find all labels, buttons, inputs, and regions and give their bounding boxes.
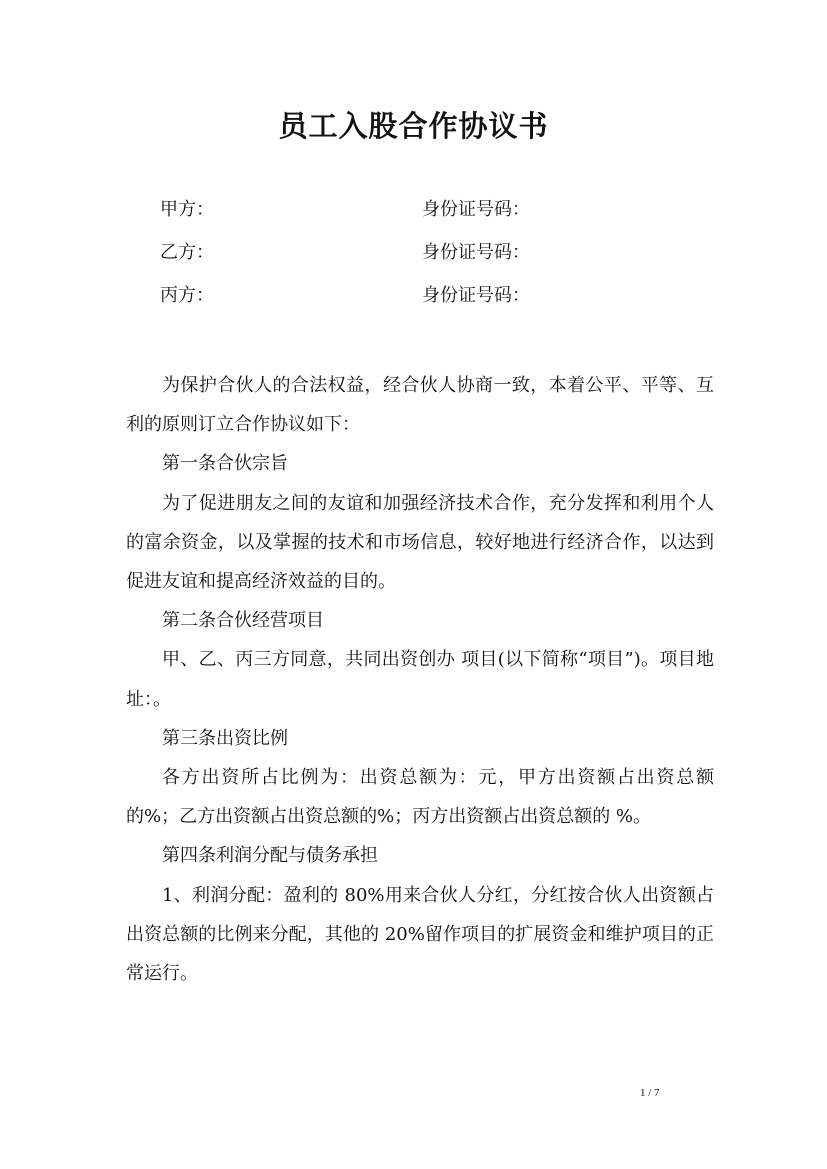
article-1-heading: 第一条合伙宗旨 <box>162 453 288 475</box>
party-row-a <box>160 196 720 224</box>
preamble-paragraph: 为保护合伙人的合法权益，经合伙人协商一致，本着公平、平等、互利的原则订立合作协议如下： <box>126 375 714 436</box>
article-4-paragraph: 1、利润分配：盈利的 80%用来合伙人分红，分红按合伙人出资额占出资总额的比例来分配，其他的 20%留作项目的扩展资金和维护项目的正常运行。 <box>126 884 714 985</box>
party-a-id-label: 身份证号码： <box>422 199 530 220</box>
page-number: 1 / 7 <box>640 1087 660 1099</box>
party-c-id-label: 身份证号码： <box>422 285 530 306</box>
party-b-id-label: 身份证号码： <box>422 242 530 263</box>
article-1-paragraph: 为了促进朋友之间的友谊和加强经济技术合作，充分发挥和利用个人的富余资金，以及掌握的技术和市场信息，较好地进行经济合作，以达到促进友谊和提高经济效益的目的。 <box>126 492 714 593</box>
article-2-paragraph: 甲、乙、丙三方同意，共同出资创办 项目(以下简称“项目”)。项目地址：。 <box>126 649 714 710</box>
party-a-label: 甲方： <box>160 199 214 220</box>
document-title: 员工入股合作协议书 <box>278 109 549 143</box>
party-row-c <box>160 282 720 310</box>
party-b-label: 乙方： <box>160 242 214 263</box>
article-2-heading: 第二条合伙经营项目 <box>162 610 324 632</box>
article-4-heading: 第四条利润分配与债务承担 <box>162 845 378 867</box>
party-c-label: 丙方： <box>160 285 214 306</box>
article-3-heading: 第三条出资比例 <box>162 727 288 749</box>
document-body <box>126 366 714 993</box>
article-3-paragraph: 各方出资所占比例为：出资总额为：元，甲方出资额占出资总额的%；乙方出资额占出资总额的%；丙方出资额占出资总额的 %。 <box>126 767 714 828</box>
party-row-b <box>160 239 720 267</box>
